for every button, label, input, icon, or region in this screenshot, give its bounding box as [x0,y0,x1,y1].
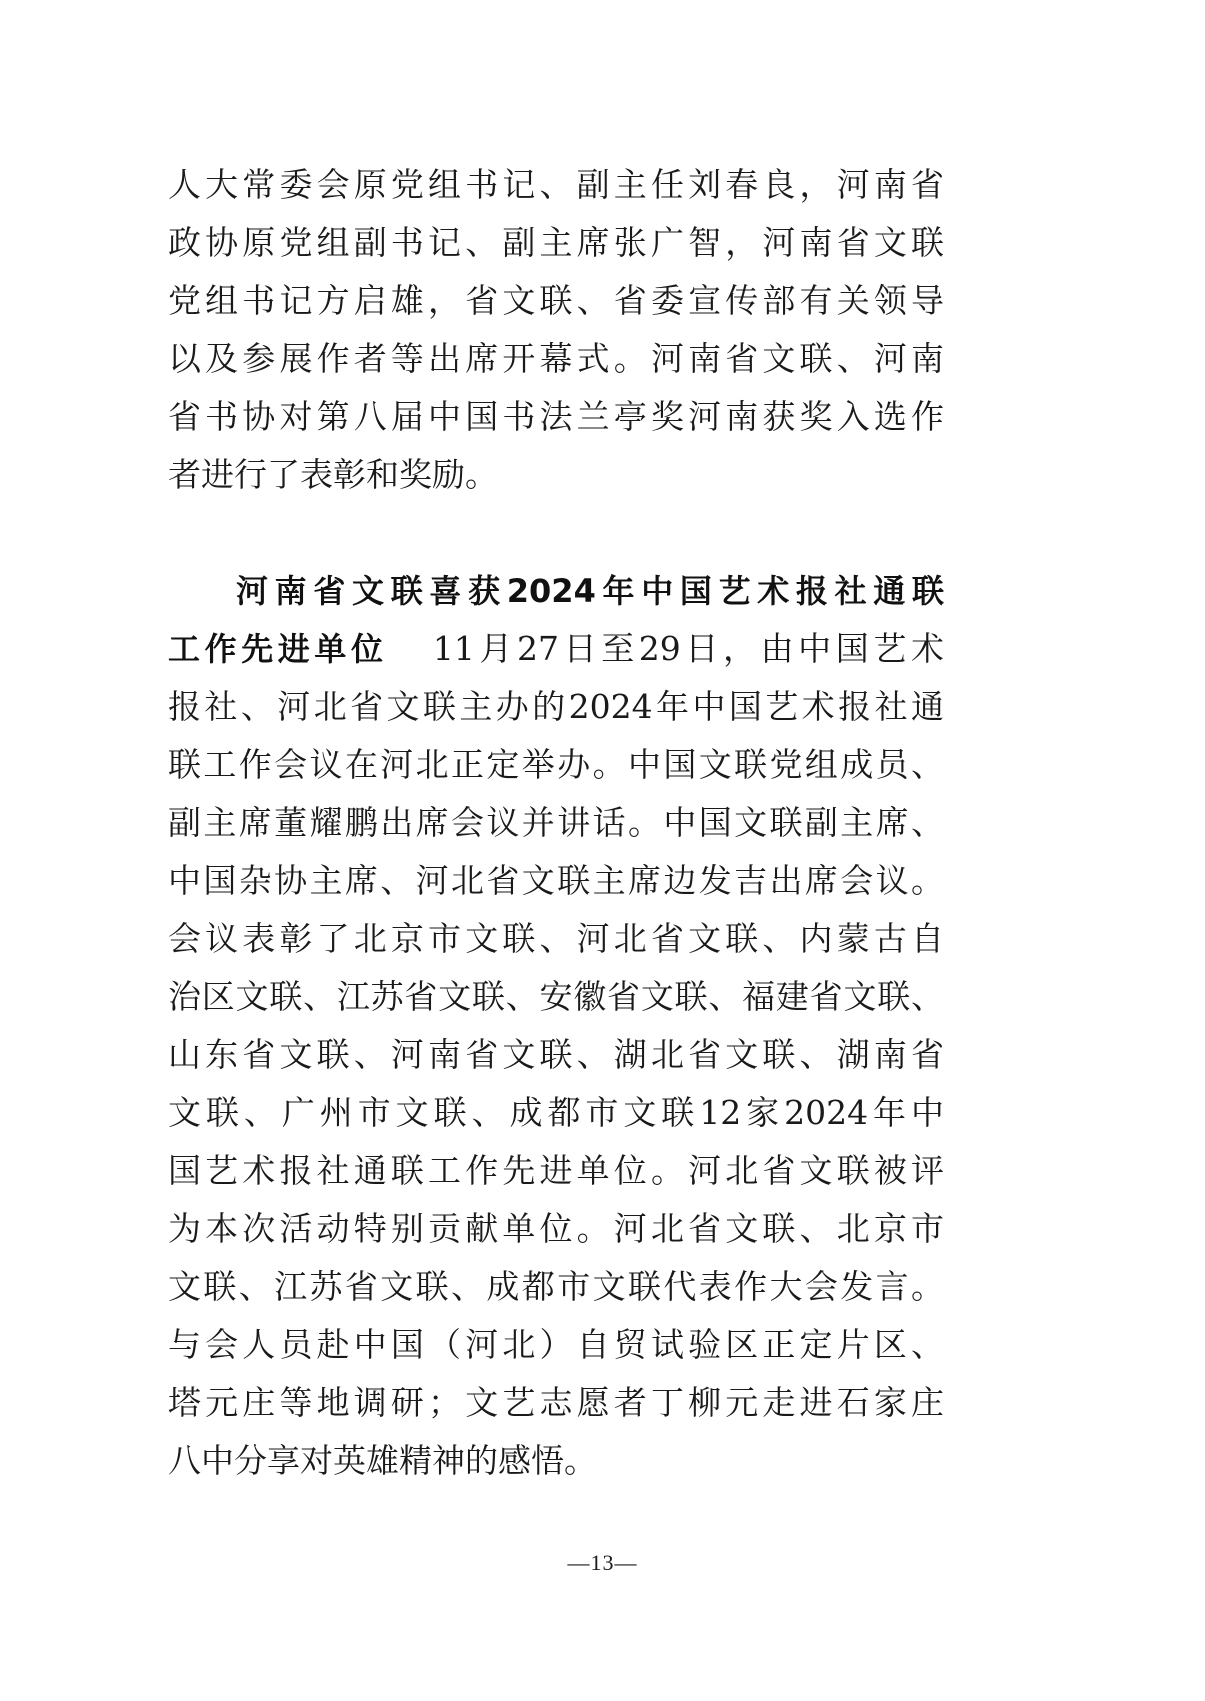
text-line: 政协原党组副书记、副主席张广智，河南省文联 [168,223,944,262]
text-line: 治区文联、江苏省文联、安徽省文联、福建省文联、 [168,977,944,1016]
page-number: —13— [567,1550,638,1575]
news-heading: 河南省文联喜获2024年中国艺术报社通联 [236,572,944,610]
text-line: 与会人员赴中国（河北）自贸试验区正定片区、 [168,1325,944,1364]
news-lead-text: 11月27日至29日，由中国艺术 [432,629,944,668]
news-paragraph [168,562,944,1490]
text-line: 会议表彰了北京市文联、河北省文联、内蒙古自 [168,919,944,958]
text-line: 中国杂协主席、河北省文联主席边发吉出席会议。 [168,861,944,900]
text-line: 塔元庄等地调研；文艺志愿者丁柳元走进石家庄 [168,1383,944,1422]
text-line: 山东省文联、河南省文联、湖北省文联、湖南省 [168,1035,944,1074]
text-line [168,620,944,678]
text-line: 以及参展作者等出席开幕式。河南省文联、河南 [168,339,944,378]
text-line: 八中分享对英雄精神的感悟。 [168,1441,597,1480]
text-line: 为本次活动特别贡献单位。河北省文联、北京市 [168,1209,944,1248]
news-heading-continued: 工作先进单位 [168,630,388,668]
text-line: 者进行了表彰和奖励。 [168,455,498,494]
text-line: 联工作会议在河北正定举办。中国文联党组成员、 [168,745,944,784]
text-line: 报社、河北省文联主办的2024年中国艺术报社通 [168,687,944,726]
document-body [168,156,944,1490]
text-line: 党组书记方启雄，省文联、省委宣传部有关领导 [168,281,944,320]
text-line: 文联、广州市文联、成都市文联12家2024年中 [168,1093,944,1132]
text-line: 国艺术报社通联工作先进单位。河北省文联被评 [168,1151,944,1190]
text-line: 副主席董耀鹏出席会议并讲话。中国文联副主席、 [168,803,944,842]
text-line: 人大常委会原党组书记、副主任刘春良，河南省 [168,165,944,204]
paragraph-gap [168,504,944,562]
text-line: 文联、江苏省文联、成都市文联代表作大会发言。 [168,1267,944,1306]
text-line: 省书协对第八届中国书法兰亭奖河南获奖入选作 [168,397,944,436]
paragraph-continued [168,156,944,504]
